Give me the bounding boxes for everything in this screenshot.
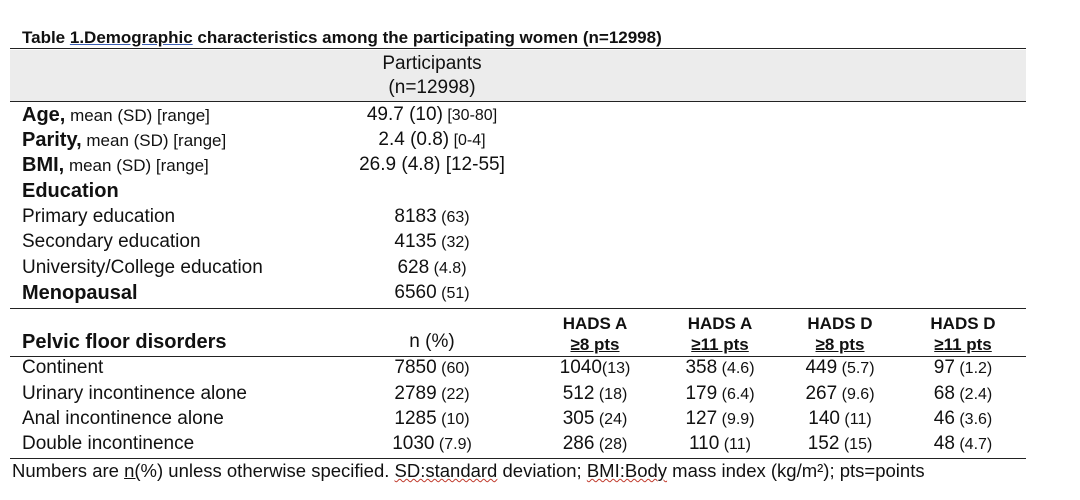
pfd-label: Pelvic floor disorders bbox=[22, 331, 227, 353]
top-rule bbox=[10, 48, 1026, 49]
table-title bbox=[22, 28, 662, 48]
col-header-hads-a-8: HADS A ≥8 pts bbox=[562, 314, 628, 354]
pfd-cell: 286 (28) bbox=[562, 433, 628, 454]
row-label-parity: Parity, mean (SD) [range] bbox=[22, 129, 227, 151]
pfd-n-cell: 1285 (10) bbox=[394, 408, 470, 429]
pfd-cell: 127 (9.9) bbox=[685, 408, 755, 429]
value-parity: 2.4 (0.8) [0-4] bbox=[378, 129, 486, 150]
section-rule bbox=[10, 308, 1026, 309]
pfd-cell: 267 (9.6) bbox=[805, 383, 875, 404]
row-label-age: Age, mean (SD) [range] bbox=[22, 104, 210, 126]
pfd-row-label: Continent bbox=[22, 357, 104, 378]
row-label-university: University/College education bbox=[22, 257, 263, 278]
pfd-cell: 179 (6.4) bbox=[685, 383, 755, 404]
pfd-cell: 48 (4.7) bbox=[933, 433, 993, 454]
title-prefix: Table bbox=[22, 28, 70, 47]
table-footnote: Numbers are n(%) unless otherwise specified. SD:standard deviation; BMI:Body mass index (kg/m²); pts=points bbox=[12, 460, 925, 481]
participants-header: Participants bbox=[382, 53, 482, 74]
n-pct-header: n (%) bbox=[409, 331, 455, 352]
pfd-cell: 512 (18) bbox=[562, 383, 628, 404]
row-label-secondary: Secondary education bbox=[22, 231, 201, 252]
value-university: 628 (4.8) bbox=[397, 257, 467, 278]
pfd-n-cell: 7850 (60) bbox=[394, 357, 470, 378]
pfd-cell: 305 (24) bbox=[562, 408, 628, 429]
col-header-hads-a-11: HADS A ≥11 pts bbox=[687, 314, 753, 354]
value-age: 49.7 (10) [30-80] bbox=[366, 104, 498, 125]
col-header-hads-d-11: HADS D ≥11 pts bbox=[930, 314, 996, 354]
value-secondary: 4135 (32) bbox=[394, 231, 470, 252]
pfd-cell: 358 (4.6) bbox=[685, 357, 755, 378]
title-number: 1.Demographic bbox=[69, 28, 193, 47]
row-label-primary: Primary education bbox=[22, 206, 176, 227]
participants-n-header: (n=12998) bbox=[388, 77, 476, 98]
pfd-n-cell: 2789 (22) bbox=[394, 383, 470, 404]
row-label-education: Education bbox=[22, 180, 119, 202]
value-primary: 8183 (63) bbox=[394, 206, 470, 227]
col-header-hads-d-8: HADS D ≥8 pts bbox=[807, 314, 873, 354]
pfd-cell: 449 (5.7) bbox=[805, 357, 875, 378]
pfd-cell: 1040(13) bbox=[559, 357, 631, 378]
pfd-cell: 110 (11) bbox=[688, 433, 751, 454]
pfd-cell: 140 (11) bbox=[808, 408, 872, 429]
row-label-bmi: BMI, mean (SD) [range] bbox=[22, 154, 209, 176]
bottom-rule bbox=[10, 458, 1026, 459]
row-label-menopausal: Menopausal bbox=[22, 282, 138, 304]
pfd-row-label: Urinary incontinence alone bbox=[22, 383, 247, 404]
pfd-cell: 97 (1.2) bbox=[933, 357, 993, 378]
pfd-cell: 68 (2.4) bbox=[933, 383, 993, 404]
value-bmi: 26.9 (4.8) [12-55] bbox=[359, 154, 505, 175]
pfd-n-cell: 1030 (7.9) bbox=[392, 433, 472, 454]
pfd-cell: 46 (3.6) bbox=[933, 408, 993, 429]
value-menopausal: 6560 (51) bbox=[394, 282, 470, 303]
header-rule bbox=[10, 101, 1026, 102]
pfd-row-label: Anal incontinence alone bbox=[22, 408, 224, 429]
pfd-row-label: Double incontinence bbox=[22, 433, 195, 454]
pfd-cell: 152 (15) bbox=[807, 433, 873, 454]
title-text: characteristics among the participating women (n=12998) bbox=[192, 28, 662, 47]
